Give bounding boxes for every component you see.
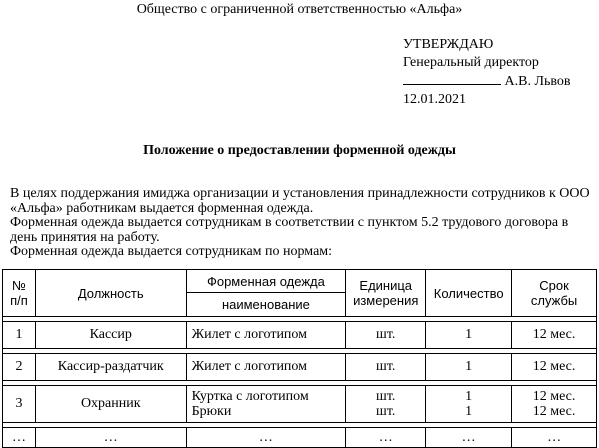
approve-word: УТВЕРЖДАЮ: [403, 37, 494, 52]
row-units: [346, 386, 426, 423]
row-number: 1: [3, 322, 36, 349]
header-number-line1: №: [11, 278, 26, 293]
row-item: Жилет с логотипом: [186, 322, 346, 349]
row-quantities: [426, 386, 512, 423]
row-quantity: 1: [426, 322, 512, 349]
row-terms: [512, 386, 597, 423]
row-items: [186, 386, 346, 423]
row-quantity: …: [426, 428, 512, 448]
approval-block: [403, 36, 570, 108]
header-term-line2: службы: [530, 293, 578, 308]
header-unit-line1: Единица: [359, 278, 413, 293]
row-term: 12 мес.: [532, 389, 576, 404]
table-row: [3, 322, 597, 349]
row-unit: шт.: [346, 322, 426, 349]
signature-blank: [403, 71, 501, 85]
table-row: [3, 386, 597, 423]
row-number: 3: [3, 386, 36, 423]
approval-date: 12.01.2021: [403, 91, 466, 107]
row-unit: шт.: [376, 404, 396, 419]
row-item: Куртка с логотипом: [191, 389, 309, 404]
row-position: …: [35, 428, 186, 448]
row-unit: …: [346, 428, 426, 448]
row-unit: шт.: [346, 354, 426, 381]
row-position: Кассир: [35, 322, 186, 349]
row-term: 12 мес.: [512, 354, 597, 381]
header-uniform-group: Форменная одежда: [186, 270, 346, 293]
header-unit: [346, 270, 426, 317]
uniform-norms-table: [2, 269, 597, 448]
table-row: [3, 354, 597, 381]
row-position: Охранник: [35, 386, 186, 423]
row-item: Брюки: [191, 404, 232, 419]
header-unit-line2: измерения: [353, 293, 419, 308]
row-quantity: 1: [465, 404, 473, 419]
header-term: [512, 270, 597, 317]
organization-name: Общество с ограниченной ответственностью «Альфа»: [136, 2, 463, 17]
row-quantity: 1: [426, 354, 512, 381]
row-quantity: 1: [465, 389, 473, 404]
row-number: 2: [3, 354, 36, 381]
header-number: [3, 270, 36, 317]
signatory-name: А.В. Львов: [504, 74, 571, 89]
row-item: …: [186, 428, 346, 448]
row-term: 12 мес.: [532, 404, 576, 419]
document-body: [10, 187, 590, 260]
row-position: Кассир-раздатчик: [35, 354, 186, 381]
row-term: …: [512, 428, 597, 448]
row-term: 12 мес.: [512, 322, 597, 349]
paragraph: Форменная одежда выдается сотрудникам по нормам:: [10, 244, 333, 259]
header-term-line1: Срок: [539, 278, 569, 293]
header-uniform-name: наименование: [186, 293, 346, 317]
row-unit: шт.: [376, 389, 396, 404]
document-title: Положение о предоставлении форменной одежды: [143, 143, 456, 158]
approver-position: Генеральный директор: [403, 54, 539, 70]
header-number-line2: п/п: [10, 293, 28, 308]
header-position: Должность: [35, 270, 186, 317]
signature-line: [403, 71, 570, 91]
paragraph: Форменная одежда выдается сотрудникам в соответствии с пунктом 5.2 трудового договора в день принятия на работу.: [10, 215, 569, 245]
row-item: Жилет с логотипом: [186, 354, 346, 381]
header-quantity: Количество: [426, 270, 512, 317]
row-number: …: [3, 428, 36, 448]
paragraph: В целях поддержания имиджа организации и установления принадлежности сотрудников к ООО «Альфа» работникам выдается форменная одежда.: [10, 186, 590, 216]
